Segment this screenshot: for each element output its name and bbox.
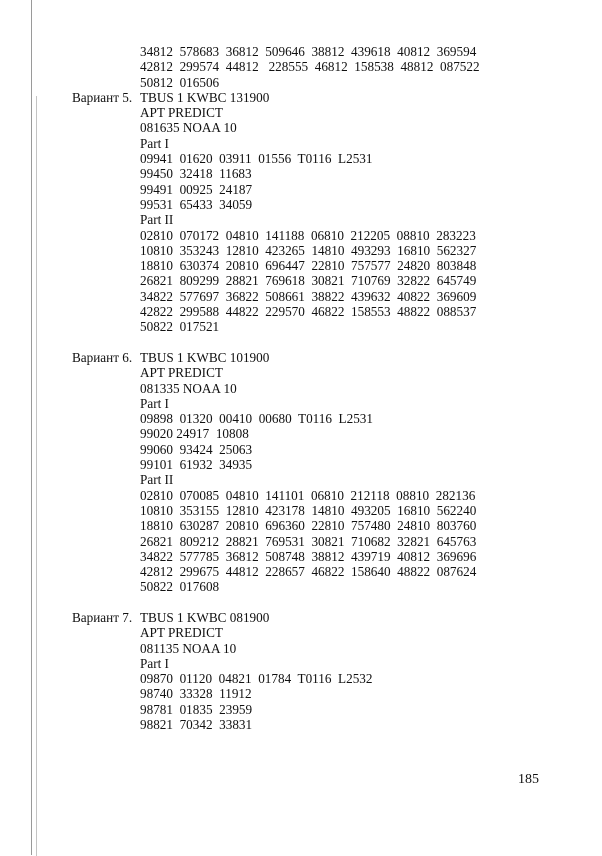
line-text: 99020 24917 10808 <box>140 426 249 442</box>
text-line <box>0 59 602 74</box>
line-text: 081135 NOAA 10 <box>140 640 237 656</box>
text-line <box>0 350 602 365</box>
line-text: 081335 NOAA 10 <box>140 380 237 396</box>
line-text: 98821 70342 33831 <box>140 717 253 733</box>
line-text: 34812 578683 36812 509646 38812 439618 40812 369594 <box>140 44 477 59</box>
variant-label: Вариант 5. <box>72 89 133 105</box>
text-line <box>0 90 602 105</box>
line-text: 34822 577697 36822 508661 38822 439632 40822 369609 <box>140 288 477 304</box>
text-line <box>0 273 602 288</box>
text-line <box>0 75 602 90</box>
text-line <box>0 625 602 640</box>
text-line <box>0 534 602 549</box>
text-line <box>0 671 602 686</box>
line-text: Part I <box>140 395 169 411</box>
line-text: 98740 33328 11912 <box>140 686 252 702</box>
text-line <box>0 304 602 319</box>
text-line <box>0 136 602 151</box>
block-spacer <box>0 335 602 350</box>
text-line <box>0 166 602 181</box>
line-text: 09870 01120 04821 01784 T0116 L2532 <box>140 671 373 687</box>
text-line <box>0 319 602 334</box>
text-line <box>0 396 602 411</box>
line-text: Part II <box>140 472 174 488</box>
text-line <box>0 686 602 701</box>
line-text: 09941 01620 03911 01556 T0116 L2531 <box>140 151 373 167</box>
block-spacer <box>0 595 602 610</box>
line-text: 18810 630287 20810 696360 22810 757480 24810 803760 <box>140 518 477 534</box>
line-text: 50822 017608 <box>140 579 220 595</box>
text-line <box>0 472 602 487</box>
text-line <box>0 518 602 533</box>
line-text: 26821 809299 28821 769618 30821 710769 32822 645749 <box>140 273 477 289</box>
text-line <box>0 197 602 212</box>
text-line <box>0 549 602 564</box>
text-line <box>0 488 602 503</box>
text-line <box>0 457 602 472</box>
text-line <box>0 411 602 426</box>
line-text: 10810 353243 12810 423265 14810 493293 16810 562327 <box>140 242 477 258</box>
line-text: 98781 01835 23959 <box>140 701 253 717</box>
text-line <box>0 442 602 457</box>
line-text: Part I <box>140 655 169 671</box>
text-line <box>0 656 602 671</box>
text-line <box>0 228 602 243</box>
document-page <box>0 44 602 732</box>
line-text: APT PREDICT <box>140 365 223 381</box>
variant-label: Вариант 7. <box>72 609 133 625</box>
line-text: 09898 01320 00410 00680 T0116 L2531 <box>140 411 373 427</box>
line-text: 26821 809212 28821 769531 30821 710682 32821 645763 <box>140 533 477 549</box>
variant-block <box>0 90 602 335</box>
line-text: 081635 NOAA 10 <box>140 120 237 136</box>
text-line <box>0 105 602 120</box>
continuation-block <box>0 44 602 90</box>
text-line <box>0 212 602 227</box>
variant-label: Вариант 6. <box>72 349 133 365</box>
text-line <box>0 564 602 579</box>
line-text: 50812 016506 <box>140 74 220 90</box>
text-line <box>0 258 602 273</box>
line-text: 50822 017521 <box>140 319 220 335</box>
line-text: 34822 577785 36812 508748 38812 439719 40812 369696 <box>140 548 477 564</box>
page-number: 185 <box>518 772 539 787</box>
line-text: Part II <box>140 212 174 228</box>
text-line <box>0 182 602 197</box>
line-text: TBUS 1 KWBC 101900 <box>140 349 270 365</box>
line-text: Part I <box>140 135 169 151</box>
line-text: 18810 630374 20810 696447 22810 757577 24820 803848 <box>140 258 477 274</box>
text-line <box>0 381 602 396</box>
line-text: 10810 353155 12810 423178 14810 493205 16810 562240 <box>140 502 477 518</box>
line-text: 42812 299574 44812 228555 46812 158538 48812 087522 <box>140 59 480 75</box>
line-text: 99101 61932 34935 <box>140 457 253 473</box>
line-text: 99491 00925 24187 <box>140 181 253 197</box>
text-line <box>0 289 602 304</box>
text-line <box>0 503 602 518</box>
text-line <box>0 426 602 441</box>
line-text: 42822 299588 44822 229570 46822 158553 48822 088537 <box>140 304 477 320</box>
line-text: 42812 299675 44812 228657 46822 158640 48822 087624 <box>140 564 477 580</box>
line-text: APT PREDICT <box>140 105 223 121</box>
line-text: 02810 070085 04810 141101 06810 212118 08810 282136 <box>140 487 476 503</box>
line-text: 99531 65433 34059 <box>140 196 253 212</box>
line-text: TBUS 1 KWBC 081900 <box>140 609 270 625</box>
text-line <box>0 365 602 380</box>
text-line <box>0 641 602 656</box>
text-line <box>0 44 602 59</box>
text-line <box>0 702 602 717</box>
line-text: 02810 070172 04810 141188 06810 212205 08810 283223 <box>140 227 476 243</box>
line-text: APT PREDICT <box>140 625 223 641</box>
text-line <box>0 579 602 594</box>
line-text: 99450 32418 11683 <box>140 166 252 182</box>
text-line <box>0 151 602 166</box>
text-line <box>0 120 602 135</box>
text-line <box>0 243 602 258</box>
variant-block <box>0 610 602 732</box>
variant-block <box>0 350 602 595</box>
line-text: 99060 93424 25063 <box>140 441 253 457</box>
line-text: TBUS 1 KWBC 131900 <box>140 89 270 105</box>
text-line <box>0 717 602 732</box>
text-line <box>0 610 602 625</box>
